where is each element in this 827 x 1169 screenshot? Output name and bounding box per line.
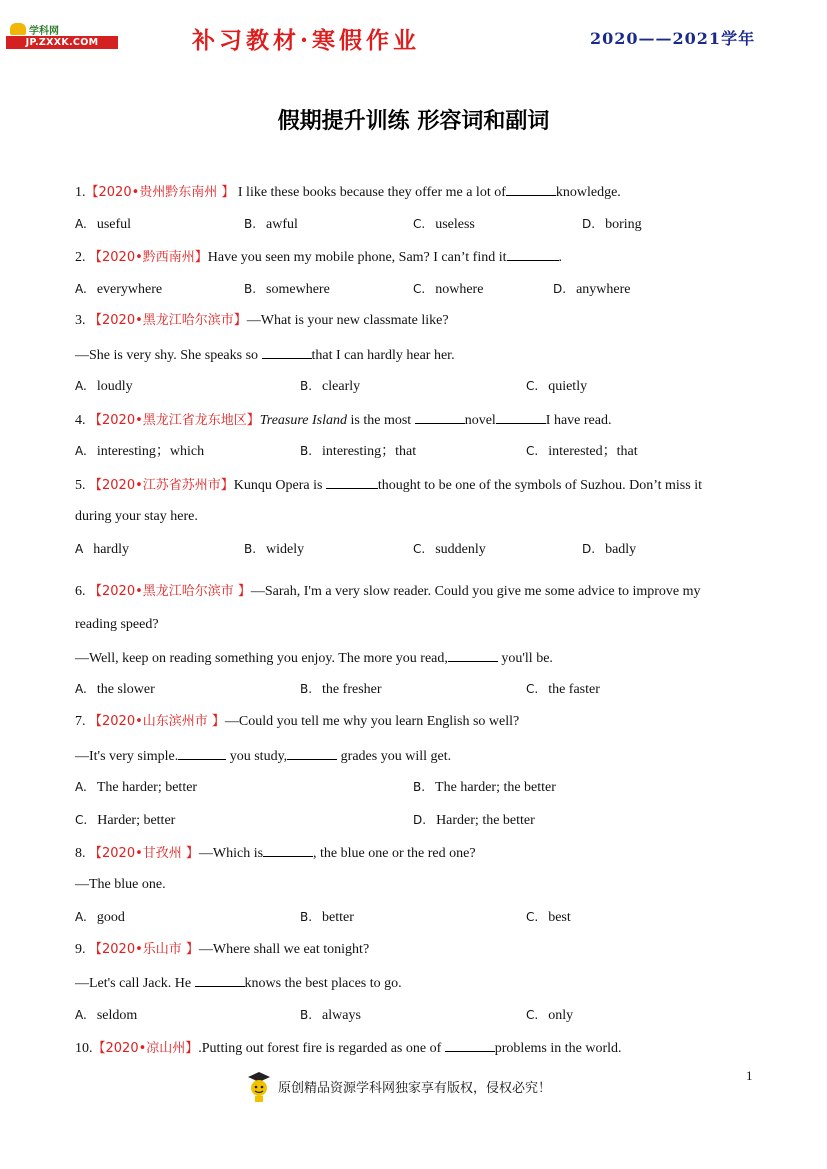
logo-url: JP.ZXXK.COM <box>6 36 118 49</box>
option: A. loudly <box>75 379 133 394</box>
copyright-footer <box>244 1066 551 1106</box>
question-source: 【2020•黑龙江哈尔滨市 】 <box>89 584 251 599</box>
option: B. better <box>300 910 354 925</box>
option: C. interested；that <box>526 444 638 459</box>
option: C. useless <box>413 217 475 232</box>
question-source: 【2020•凉山州】 <box>92 1041 199 1056</box>
question-7-line-2: —It's very simple. you study, grades you will get. <box>75 746 451 766</box>
option: B. the fresher <box>300 682 382 697</box>
page-title: 假期提升训练 形容词和副词 <box>277 109 550 134</box>
question-10: 10.【2020•凉山州】.Putting out forest fire is regarded as one of problems in the world. <box>75 1038 622 1058</box>
banner-part2: 作业 <box>366 27 421 54</box>
option: B. The harder; the better <box>413 780 556 795</box>
option: D. anywhere <box>553 282 631 297</box>
banner-part1: 补习教材·寒假 <box>192 27 367 54</box>
question-source: 【2020•山东滨州市 】 <box>89 714 225 729</box>
answer-blank <box>496 410 546 424</box>
option: A. seldom <box>75 1008 138 1023</box>
option: B. somewhere <box>244 282 330 297</box>
logo-top-text: 学科网 <box>29 25 59 37</box>
answer-blank <box>263 843 313 857</box>
question-2: 2. 【2020•黔西南州】Have you seen my mobile phone, Sam? I can’t find it . <box>75 247 562 267</box>
option: A. everywhere <box>75 282 163 297</box>
option: B. widely <box>244 542 305 557</box>
option: A. interesting；which <box>75 444 205 459</box>
question-6-line-2: reading speed? <box>75 617 159 632</box>
question-source: 【2020•贵州黔东南州 】 <box>85 185 235 200</box>
option: C. quietly <box>526 379 588 394</box>
answer-blank <box>445 1038 495 1052</box>
option: B. awful <box>244 217 298 232</box>
option: C. the faster <box>526 682 600 697</box>
question-source: 【2020•黔西南州】 <box>89 250 208 265</box>
footer-text: 原创精品资源学科网独家享有版权，侵权必究！ <box>278 1080 552 1096</box>
question-4: 4. 【2020•黑龙江省龙东地区】Treasure Island is the most novel I have read. <box>75 410 611 430</box>
zxxk-logo <box>6 22 118 50</box>
option: B. clearly <box>300 379 361 394</box>
option: A. useful <box>75 217 132 232</box>
question-1: 1.【2020•贵州黔东南州 】 I like these books because they offer me a lot of knowledge. <box>75 182 621 202</box>
answer-blank <box>326 475 378 489</box>
answer-blank <box>507 247 559 261</box>
option: D. badly <box>582 542 637 557</box>
answer-blank <box>262 345 312 359</box>
answer-blank <box>287 746 337 760</box>
option: A. the slower <box>75 682 155 697</box>
page-header <box>0 0 827 64</box>
question-6: 6. 【2020•黑龙江哈尔滨市 】—Sarah, I'm a very slow reader. Could you give me some advice to improve my <box>75 584 701 599</box>
option: B. interesting；that <box>300 444 417 459</box>
option: C. Harder; better <box>75 813 176 828</box>
question-6-line-3: —Well, keep on reading something you enjoy. The more you read, you'll be. <box>75 648 553 668</box>
question-source: 【2020•江苏省苏州市】 <box>89 478 234 493</box>
question-3-line-2: —She is very shy. She speaks so that I can hardly hear her. <box>75 345 455 365</box>
question-source: 【2020•乐山市 】 <box>89 942 199 957</box>
mortarboard-icon <box>10 23 26 35</box>
option: A hardly <box>75 542 129 557</box>
answer-blank <box>506 182 556 196</box>
question-3: 3. 【2020•黑龙江哈尔滨市】—What is your new classmate like? <box>75 313 449 328</box>
school-year: 2020——2021学年 <box>590 29 756 48</box>
answer-blank <box>195 973 245 987</box>
option: C. only <box>526 1008 574 1023</box>
answer-blank <box>448 648 498 662</box>
option: B. always <box>300 1008 361 1023</box>
question-7: 7. 【2020•山东滨州市 】—Could you tell me why you learn English so well? <box>75 714 520 729</box>
option: C. suddenly <box>413 542 486 557</box>
option: D. boring <box>582 217 642 232</box>
banner-title <box>192 22 420 56</box>
option: C. nowhere <box>413 282 484 297</box>
question-source: 【2020•甘孜州 】 <box>89 846 199 861</box>
option: C. best <box>526 910 571 925</box>
mascot-icon <box>244 1069 274 1103</box>
question-source: 【2020•黑龙江哈尔滨市】 <box>89 313 247 328</box>
answer-blank <box>415 410 465 424</box>
option: A. The harder; better <box>75 780 198 795</box>
answer-blank <box>178 746 226 760</box>
question-source: 【2020•黑龙江省龙东地区】 <box>89 413 260 428</box>
option: A. good <box>75 910 125 925</box>
page-number: 1 <box>746 1068 753 1083</box>
question-5: 5. 【2020•江苏省苏州市】Kunqu Opera is thought to be one of the symbols of Suzhou. Don’t miss it <box>75 475 702 495</box>
question-9: 9. 【2020•乐山市 】—Where shall we eat tonight? <box>75 942 370 957</box>
question-8: 8. 【2020•甘孜州 】—Which is , the blue one or the red one? <box>75 843 476 863</box>
option: D. Harder; the better <box>413 813 535 828</box>
question-5-line-2: during your stay here. <box>75 509 198 524</box>
question-9-line-2: —Let's call Jack. He knows the best places to go. <box>75 973 402 993</box>
question-8-line-2: —The blue one. <box>75 877 166 892</box>
